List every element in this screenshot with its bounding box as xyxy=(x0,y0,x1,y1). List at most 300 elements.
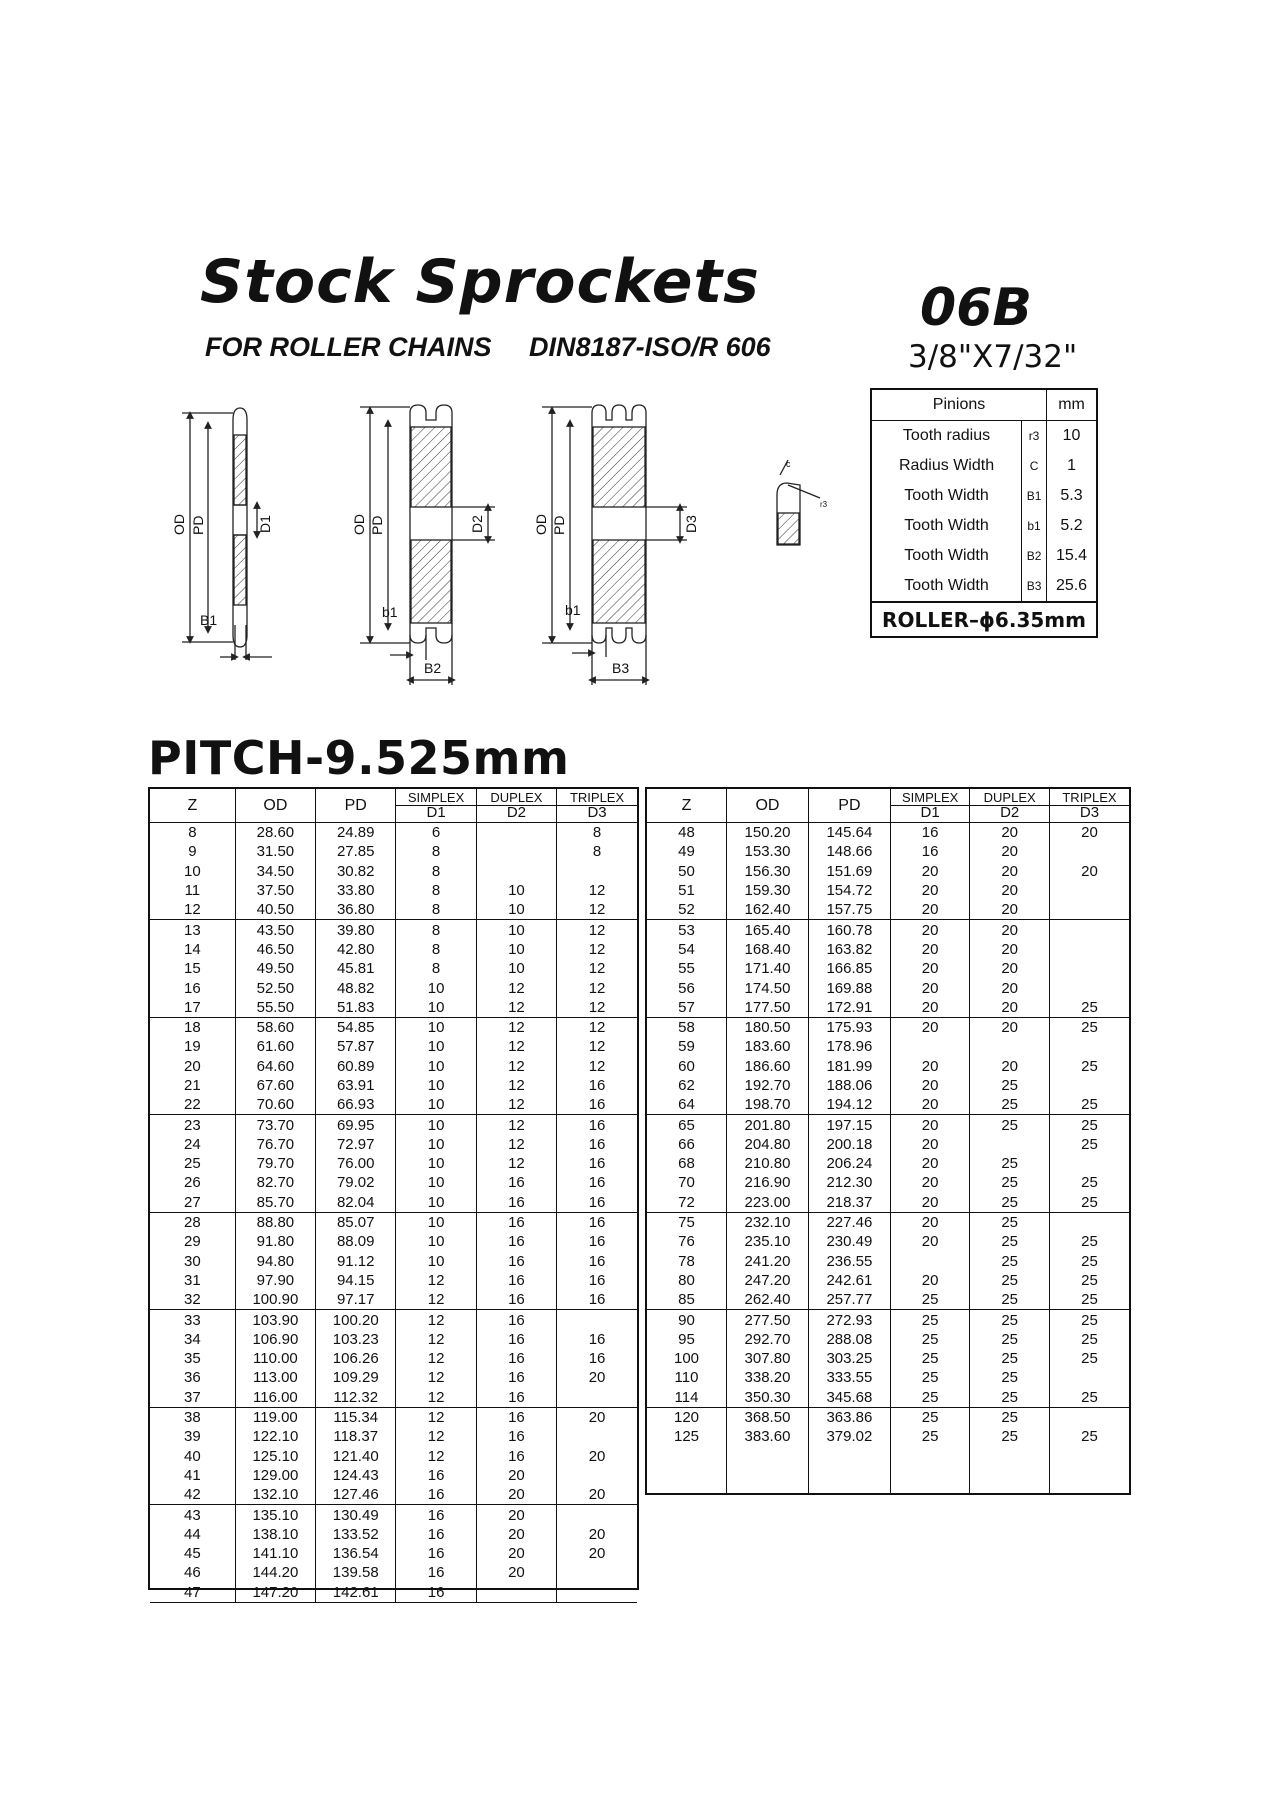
d3-cell: 12 xyxy=(557,920,637,940)
col-header-d3-label: D3 xyxy=(1050,805,1129,820)
od-cell: 262.40 xyxy=(727,1290,809,1310)
d1-label: D1 xyxy=(257,515,273,533)
d1-cell: 10 xyxy=(396,1154,476,1173)
d2-cell: 12 xyxy=(476,1017,556,1037)
col-header-pd: PD xyxy=(808,789,890,823)
spec-symbol: B3 xyxy=(1022,571,1047,602)
d3-cell: 8 xyxy=(557,823,637,843)
col-header-simplex-label: SIMPLEX xyxy=(901,790,959,805)
z-cell: 55 xyxy=(678,960,695,978)
d2-cell: 25 xyxy=(970,1310,1050,1330)
od-cell: 156.30 xyxy=(727,862,809,881)
z-cell: 11 xyxy=(184,882,201,900)
z-cell: 26 xyxy=(184,1174,201,1192)
od-cell: 159.30 xyxy=(727,881,809,900)
table-row xyxy=(150,1583,637,1603)
d1-cell: 8 xyxy=(396,862,476,881)
z-cell: 80 xyxy=(678,1271,695,1289)
table-row xyxy=(150,1076,637,1095)
d2-cell: 25 xyxy=(970,1252,1050,1271)
d1-cell: 10 xyxy=(396,978,476,997)
od-cell: 28.60 xyxy=(235,823,315,843)
d2-label: D2 xyxy=(469,515,485,533)
z-cell: 53 xyxy=(678,921,695,939)
d2-cell: 12 xyxy=(476,1057,556,1076)
table-row xyxy=(150,1173,637,1192)
table-row xyxy=(647,1290,1129,1310)
pd-cell: 54.85 xyxy=(316,1017,396,1037)
pd-cell: 45.81 xyxy=(316,959,396,978)
d1-cell: 8 xyxy=(396,900,476,920)
pd-cell: 212.30 xyxy=(808,1173,890,1192)
pd-cell: 127.46 xyxy=(316,1485,396,1505)
z-cell: 36 xyxy=(184,1369,201,1387)
table-row xyxy=(150,1427,637,1446)
od-cell: 292.70 xyxy=(727,1330,809,1349)
d2-cell: 10 xyxy=(476,900,556,920)
d3-cell: 8 xyxy=(557,842,637,861)
d1-cell: 10 xyxy=(396,1212,476,1232)
od-cell: 85.70 xyxy=(235,1193,315,1213)
pd-cell: 236.55 xyxy=(808,1252,890,1271)
d1-cell: 20 xyxy=(890,920,970,940)
z-cell: 49 xyxy=(678,843,695,861)
b1-small-label-triplex: b1 xyxy=(565,602,581,618)
d1-cell: 25 xyxy=(890,1290,970,1310)
table-row xyxy=(647,920,1129,940)
z-cell: 14 xyxy=(184,940,201,958)
od-label-triplex: OD xyxy=(533,514,549,535)
od-cell: 177.50 xyxy=(727,998,809,1018)
z-cell: 31 xyxy=(184,1271,201,1289)
table-row xyxy=(150,881,637,900)
od-label-simplex: OD xyxy=(171,514,187,535)
pd-cell: 36.80 xyxy=(316,900,396,920)
d3-cell: 16 xyxy=(557,1076,637,1095)
table-row xyxy=(150,1330,637,1349)
d1-cell: 25 xyxy=(890,1330,970,1349)
pd-cell: 257.77 xyxy=(808,1290,890,1310)
d1-cell xyxy=(890,1252,970,1271)
pd-cell: 181.99 xyxy=(808,1057,890,1076)
d3-cell: 25 xyxy=(1049,1290,1129,1310)
d3-cell: 25 xyxy=(1049,1115,1129,1135)
od-cell: 147.20 xyxy=(235,1583,315,1603)
d1-cell: 10 xyxy=(396,1252,476,1271)
z-cell: 28 xyxy=(184,1214,201,1232)
pd-cell: 154.72 xyxy=(808,881,890,900)
d3-cell: 20 xyxy=(557,1447,637,1466)
pd-cell: 48.82 xyxy=(316,978,396,997)
d1-cell: 8 xyxy=(396,842,476,861)
od-cell: 97.90 xyxy=(235,1271,315,1290)
d2-cell: 12 xyxy=(476,1154,556,1173)
pd-cell: 133.52 xyxy=(316,1525,396,1544)
z-cell: 43 xyxy=(184,1506,201,1524)
d2-cell xyxy=(476,823,556,843)
col-header-d2-label: D2 xyxy=(477,805,556,820)
d2-cell: 16 xyxy=(476,1271,556,1290)
d2-cell: 20 xyxy=(970,823,1050,843)
od-cell: 110.00 xyxy=(235,1349,315,1368)
d1-cell: 25 xyxy=(890,1368,970,1387)
table-row xyxy=(150,1232,637,1251)
col-header-duplex-label: DUPLEX xyxy=(490,790,543,805)
col-header-simplex xyxy=(396,789,476,823)
spec-symbol: C xyxy=(1022,451,1047,481)
d1-cell: 25 xyxy=(890,1349,970,1368)
chain-size: 3/8"X7/32" xyxy=(908,339,1078,375)
d3-cell: 12 xyxy=(557,959,637,978)
pd-cell: 115.34 xyxy=(316,1407,396,1427)
table-row xyxy=(647,1115,1129,1135)
pd-cell: 39.80 xyxy=(316,920,396,940)
pd-cell: 94.15 xyxy=(316,1271,396,1290)
z-cell: 85 xyxy=(647,1290,727,1310)
d2-cell: 16 xyxy=(476,1290,556,1310)
d3-cell xyxy=(1049,881,1129,900)
d3-cell xyxy=(1049,1212,1129,1232)
d1-cell: 20 xyxy=(890,881,970,900)
od-cell: 247.20 xyxy=(727,1271,809,1290)
d1-cell: 20 xyxy=(890,1115,970,1135)
d1-cell: 20 xyxy=(890,978,970,997)
d1-cell: 16 xyxy=(396,1563,476,1582)
od-cell: 61.60 xyxy=(235,1037,315,1056)
od-cell: 52.50 xyxy=(235,978,315,997)
z-cell: 33 xyxy=(184,1311,201,1329)
od-cell: 165.40 xyxy=(727,920,809,940)
d3-cell: 12 xyxy=(557,998,637,1018)
d2-cell: 16 xyxy=(476,1232,556,1251)
d1-cell: 8 xyxy=(396,920,476,940)
pd-cell: 57.87 xyxy=(316,1037,396,1056)
d3-cell: 25 xyxy=(1049,1330,1129,1349)
od-cell: 162.40 xyxy=(727,900,809,920)
z-cell: 23 xyxy=(184,1116,201,1134)
z-cell: 46 xyxy=(184,1564,201,1582)
table-row xyxy=(150,959,637,978)
d2-cell: 20 xyxy=(970,900,1050,920)
table-row xyxy=(647,900,1129,920)
d1-cell: 8 xyxy=(396,959,476,978)
pd-cell: 79.02 xyxy=(316,1173,396,1192)
d3-cell: 25 xyxy=(1049,1017,1129,1037)
table-row xyxy=(150,1212,637,1232)
d1-cell: 20 xyxy=(890,1095,970,1115)
d3-cell: 20 xyxy=(557,1544,637,1563)
table-row xyxy=(647,1154,1129,1173)
pd-cell: 82.04 xyxy=(316,1193,396,1213)
empty-cell xyxy=(890,1447,970,1494)
d3-cell: 16 xyxy=(557,1252,637,1271)
d3-cell: 20 xyxy=(557,1407,637,1427)
d3-cell: 25 xyxy=(1049,998,1129,1018)
z-cell: 42 xyxy=(150,1485,235,1505)
z-cell: 95 xyxy=(678,1330,695,1348)
od-cell: 241.20 xyxy=(727,1252,809,1271)
z-cell: 38 xyxy=(184,1409,201,1427)
od-cell: 168.40 xyxy=(727,940,809,959)
pd-cell: 169.88 xyxy=(808,978,890,997)
table-row xyxy=(647,1232,1129,1251)
d2-cell: 10 xyxy=(476,881,556,900)
d2-cell: 20 xyxy=(970,862,1050,881)
d2-cell: 16 xyxy=(476,1388,556,1408)
pd-label-triplex: PD xyxy=(551,515,567,535)
table-row xyxy=(150,1447,637,1466)
pd-cell: 151.69 xyxy=(808,862,890,881)
d1-cell: 10 xyxy=(396,1037,476,1056)
d1-cell: 12 xyxy=(396,1349,476,1368)
table-row xyxy=(647,842,1129,861)
pd-cell: 27.85 xyxy=(316,842,396,861)
pd-cell: 76.00 xyxy=(316,1154,396,1173)
d1-cell: 10 xyxy=(396,1095,476,1115)
spec-label: Tooth radius xyxy=(902,427,991,444)
d3-cell: 16 xyxy=(557,1330,637,1349)
d1-cell: 16 xyxy=(396,1583,476,1603)
z-cell: 52 xyxy=(647,900,727,920)
d1-cell: 20 xyxy=(890,862,970,881)
z-cell: 120 xyxy=(673,1409,700,1427)
od-cell: 70.60 xyxy=(235,1095,315,1115)
z-cell: 68 xyxy=(678,1155,695,1173)
b2-label: B2 xyxy=(424,660,442,676)
unit-header: mm xyxy=(1047,390,1096,421)
d2-cell: 20 xyxy=(970,998,1050,1018)
pitch-heading: PITCH-9.525mm xyxy=(148,731,570,785)
table-row xyxy=(647,881,1129,900)
od-cell: 94.80 xyxy=(235,1252,315,1271)
table-row xyxy=(150,1037,637,1056)
pinion-spec-row xyxy=(872,511,1096,541)
roller-diameter: ROLLER–ϕ6.35mm xyxy=(872,602,1096,637)
d3-cell: 16 xyxy=(557,1271,637,1290)
z-cell: 64 xyxy=(647,1095,727,1115)
d2-cell: 25 xyxy=(970,1407,1050,1427)
od-cell: 180.50 xyxy=(727,1017,809,1037)
od-cell: 40.50 xyxy=(235,900,315,920)
z-cell: 40 xyxy=(184,1447,201,1465)
d2-cell: 20 xyxy=(476,1466,556,1485)
d3-cell: 20 xyxy=(557,1368,637,1387)
d1-cell: 12 xyxy=(396,1388,476,1408)
table-row xyxy=(150,1154,637,1173)
d3-cell: 12 xyxy=(557,900,637,920)
z-cell: 57 xyxy=(647,998,727,1018)
empty-cell xyxy=(1049,1447,1129,1494)
col-header-d1-label: D1 xyxy=(891,805,970,820)
z-cell: 30 xyxy=(184,1252,201,1270)
z-cell: 39 xyxy=(184,1428,201,1446)
od-cell: 106.90 xyxy=(235,1330,315,1349)
d1-cell: 10 xyxy=(396,1057,476,1076)
d1-cell: 12 xyxy=(396,1290,476,1310)
col-header-triplex xyxy=(557,789,637,823)
table-row xyxy=(647,1057,1129,1076)
pd-cell: 72.97 xyxy=(316,1135,396,1154)
od-cell: 171.40 xyxy=(727,959,809,978)
table-row xyxy=(150,1505,637,1525)
d3-cell: 25 xyxy=(1049,1057,1129,1076)
d3-cell: 25 xyxy=(1049,1173,1129,1192)
d2-cell: 20 xyxy=(476,1505,556,1525)
table-row xyxy=(647,959,1129,978)
pinion-spec-row xyxy=(872,571,1096,602)
col-header-simplex-label: SIMPLEX xyxy=(407,790,465,805)
pd-cell: 106.26 xyxy=(316,1349,396,1368)
pd-cell: 172.91 xyxy=(808,998,890,1018)
od-cell: 76.70 xyxy=(235,1135,315,1154)
d3-cell: 25 xyxy=(1049,1427,1129,1446)
d2-cell: 25 xyxy=(970,1427,1050,1446)
d1-cell: 20 xyxy=(890,1057,970,1076)
od-cell: 153.30 xyxy=(727,842,809,861)
d2-cell: 16 xyxy=(476,1447,556,1466)
d3-cell: 16 xyxy=(557,1154,637,1173)
d1-cell: 20 xyxy=(890,1232,970,1251)
d2-cell: 12 xyxy=(476,1076,556,1095)
table-row xyxy=(150,1544,637,1563)
page-title: Stock Sprockets xyxy=(200,247,760,317)
d2-cell: 16 xyxy=(476,1407,556,1427)
table-row xyxy=(150,1485,637,1505)
table-row xyxy=(647,1252,1129,1271)
od-cell: 141.10 xyxy=(235,1544,315,1563)
d2-cell: 20 xyxy=(476,1544,556,1563)
d2-cell: 25 xyxy=(970,1173,1050,1192)
table-row xyxy=(150,1115,637,1135)
table-row xyxy=(647,1427,1129,1446)
table-row xyxy=(647,940,1129,959)
od-cell: 192.70 xyxy=(727,1076,809,1095)
z-cell: 18 xyxy=(184,1019,201,1037)
d2-cell: 20 xyxy=(970,1057,1050,1076)
pd-cell: 118.37 xyxy=(316,1427,396,1446)
z-cell: 110 xyxy=(674,1369,699,1387)
z-cell: 58 xyxy=(678,1019,695,1037)
spec-symbol: b1 xyxy=(1022,511,1047,541)
d2-cell: 16 xyxy=(476,1310,556,1330)
od-cell: 34.50 xyxy=(235,862,315,881)
pd-cell: 157.75 xyxy=(808,900,890,920)
od-cell: 138.10 xyxy=(235,1525,315,1544)
empty-cell xyxy=(970,1447,1050,1494)
d2-cell: 12 xyxy=(476,998,556,1018)
table-row xyxy=(647,1388,1129,1408)
empty-cell xyxy=(808,1447,890,1494)
od-cell: 116.00 xyxy=(235,1388,315,1408)
spec-label: Tooth Width xyxy=(904,487,989,504)
spec-value: 10 xyxy=(1047,421,1096,452)
d1-cell: 20 xyxy=(890,900,970,920)
b3-label: B3 xyxy=(612,660,630,676)
tooth-profile-drawing xyxy=(777,460,820,545)
c-label: c xyxy=(786,459,791,469)
d3-cell: 25 xyxy=(1049,1271,1129,1290)
d3-cell xyxy=(1049,978,1129,997)
d2-cell: 20 xyxy=(970,881,1050,900)
pinions-header: Pinions xyxy=(872,390,1047,421)
d3-cell: 16 xyxy=(557,1349,637,1368)
table-row xyxy=(150,1095,637,1115)
od-cell: 216.90 xyxy=(727,1173,809,1192)
col-header-duplex-label: DUPLEX xyxy=(983,790,1036,805)
od-cell: 100.90 xyxy=(235,1290,315,1310)
z-cell: 8 xyxy=(188,824,197,842)
pinion-spec-row xyxy=(872,481,1096,511)
d3-cell xyxy=(1049,920,1129,940)
d3-cell xyxy=(557,1388,637,1408)
d2-cell: 10 xyxy=(476,920,556,940)
d3-cell: 12 xyxy=(557,978,637,997)
pd-cell: 230.49 xyxy=(808,1232,890,1251)
spec-value: 25.6 xyxy=(1047,571,1096,602)
pd-cell: 30.82 xyxy=(316,862,396,881)
z-cell: 56 xyxy=(678,979,695,997)
table-row xyxy=(150,1290,637,1310)
d1-cell: 12 xyxy=(396,1330,476,1349)
od-cell: 183.60 xyxy=(727,1037,809,1056)
pd-cell: 88.09 xyxy=(316,1232,396,1251)
d2-cell: 12 xyxy=(476,1037,556,1056)
d2-cell: 25 xyxy=(970,1271,1050,1290)
od-cell: 125.10 xyxy=(235,1447,315,1466)
d1-cell: 10 xyxy=(396,998,476,1018)
d2-cell: 10 xyxy=(476,959,556,978)
d1-cell: 10 xyxy=(396,1173,476,1192)
sprocket-table-left xyxy=(148,787,639,1601)
chain-code: 06B xyxy=(920,278,1032,338)
pd-cell: 139.58 xyxy=(316,1563,396,1582)
d2-cell: 25 xyxy=(970,1115,1050,1135)
table-row xyxy=(647,1017,1129,1037)
od-cell: 49.50 xyxy=(235,959,315,978)
d3-cell xyxy=(1049,1076,1129,1095)
spec-symbol: B1 xyxy=(1022,481,1047,511)
table-row xyxy=(150,842,637,861)
col-header-d3-label: D3 xyxy=(557,805,637,820)
pd-cell: 145.64 xyxy=(808,823,890,843)
page-subtitle: FOR ROLLER CHAINS DIN8187-ISO/R 606 xyxy=(205,332,771,362)
d3-cell: 16 xyxy=(557,1115,637,1135)
table-row xyxy=(647,1368,1129,1387)
od-cell: 46.50 xyxy=(235,940,315,959)
d2-cell: 12 xyxy=(476,1135,556,1154)
d1-cell: 16 xyxy=(396,1466,476,1485)
d2-cell xyxy=(970,1135,1050,1154)
pd-cell: 303.25 xyxy=(808,1349,890,1368)
d3-cell: 12 xyxy=(557,881,637,900)
d2-cell: 25 xyxy=(970,1232,1050,1251)
pd-cell: 160.78 xyxy=(808,920,890,940)
pd-cell: 206.24 xyxy=(808,1154,890,1173)
z-cell: 34 xyxy=(184,1330,201,1348)
pd-cell: 166.85 xyxy=(808,959,890,978)
od-cell: 119.00 xyxy=(235,1407,315,1427)
table-row xyxy=(647,1095,1129,1115)
pd-cell: 121.40 xyxy=(316,1447,396,1466)
pd-cell: 33.80 xyxy=(316,881,396,900)
od-cell: 204.80 xyxy=(727,1135,809,1154)
d1-cell: 25 xyxy=(890,1407,970,1427)
pd-cell: 63.91 xyxy=(316,1076,396,1095)
d1-cell: 12 xyxy=(396,1271,476,1290)
d2-cell: 12 xyxy=(476,978,556,997)
od-cell: 210.80 xyxy=(727,1154,809,1173)
d1-cell: 16 xyxy=(396,1525,476,1544)
